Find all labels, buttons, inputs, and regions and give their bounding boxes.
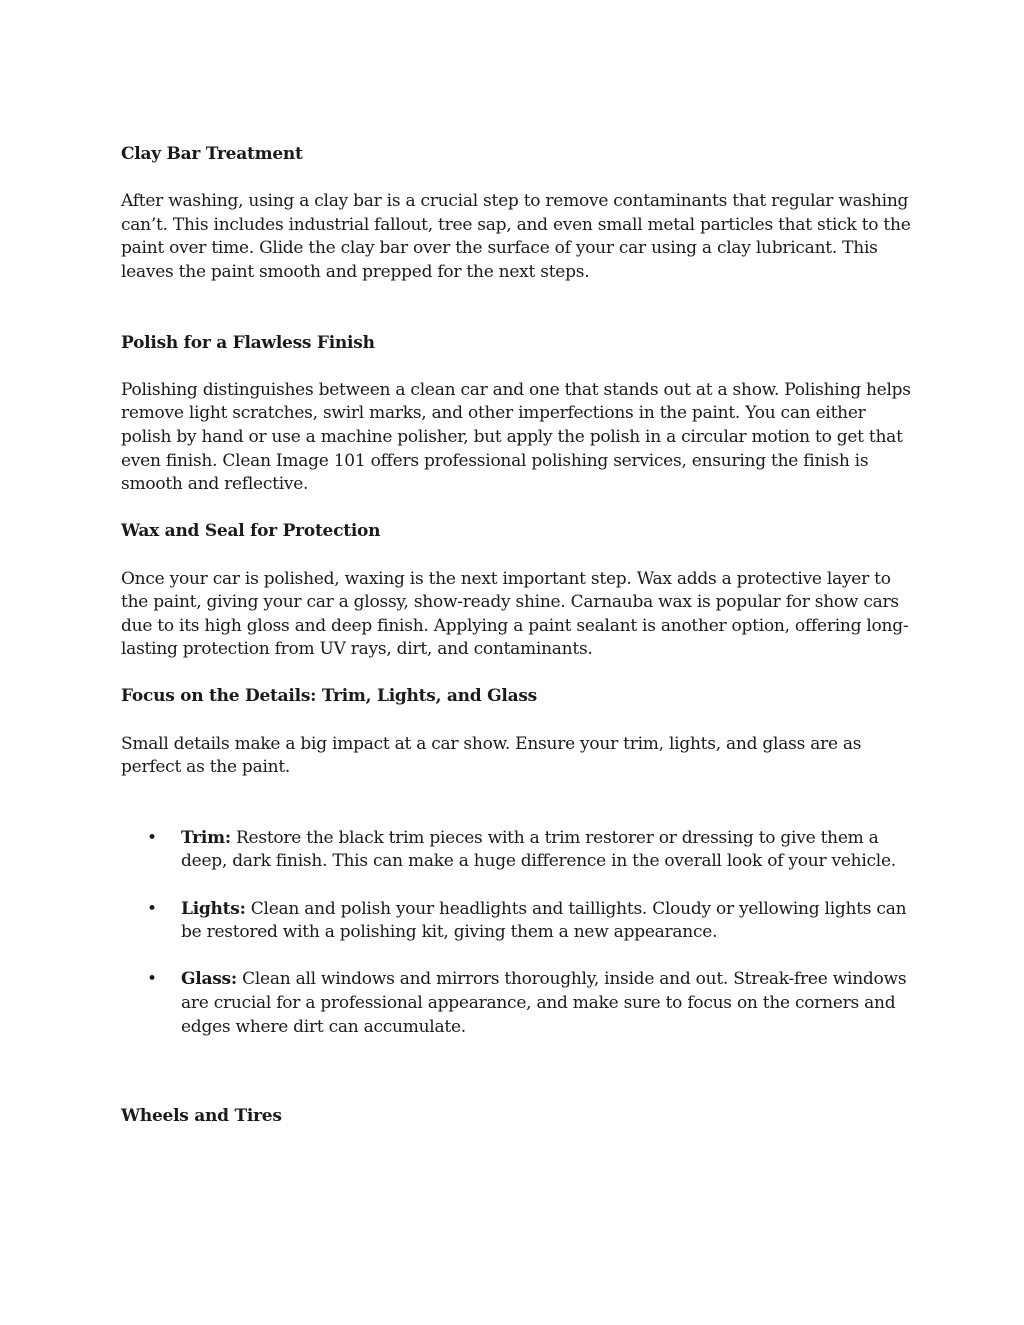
spacer	[121, 945, 911, 969]
spacer	[121, 167, 911, 191]
bullet-item-trim	[121, 827, 911, 874]
section-heading-clay-bar: Clay Bar Treatment	[121, 144, 303, 164]
section-body-details: Small details make a big impact at a car show. Ensure your trim, lights, and glass are as perfect as the paint.	[121, 733, 862, 778]
details-bullet-list	[121, 827, 911, 1039]
bullet-term: Glass:	[181, 969, 237, 990]
section-body-clay-bar: After washing, using a clay bar is a crucial step to remove contaminants that regular washing can’t. This includes industrial fallout, tree sap, and even small metal particles that stick to the paint over time. Glide the clay bar over the surface of your car using a clay lubricant. This leaves the paint smooth and prepped for the next steps.	[121, 191, 911, 282]
spacer	[121, 874, 911, 898]
spacer	[121, 497, 911, 521]
bullet-item-glass	[121, 968, 911, 1039]
spacer	[121, 285, 911, 332]
section-heading-wax: Wax and Seal for Protection	[121, 521, 381, 542]
section-heading-details: Focus on the Details: Trim, Lights, and Glass	[121, 686, 537, 707]
section-heading-polish: Polish for a Flawless Finish	[121, 332, 375, 353]
spacer	[121, 780, 911, 827]
bullet-dot-icon: •	[147, 827, 157, 848]
bullet-item-lights	[121, 898, 911, 945]
bullet-dot-icon: •	[147, 898, 157, 919]
document-page	[121, 143, 911, 1129]
spacer	[121, 662, 911, 686]
bullet-text: Restore the black trim pieces with a trim restorer or dressing to give them a deep, dark finish. This can make a huge difference in the overall look of your vehicle.	[181, 827, 896, 872]
bullet-text: Clean and polish your headlights and taillights. Cloudy or yellowing lights can be restored with a polishing kit, giving them a new appearance.	[181, 898, 907, 943]
section-heading-wheels: Wheels and Tires	[121, 1106, 282, 1127]
section-body-polish: Polishing distinguishes between a clean car and one that stands out at a show. Polishing helps remove light scratches, swirl marks, and other imperfections in the paint. You can either polish by hand or use a machine polisher, but apply the polish in a circular motion to get that even finish. Clean Image 101 offers professional polishing services, ensuring the finish is smooth and reflective.	[121, 379, 911, 495]
spacer	[121, 355, 911, 379]
spacer	[121, 1039, 911, 1105]
section-body-wax: Once your car is polished, waxing is the next important step. Wax adds a protective layer to the paint, giving your car a glossy, show-ready shine. Carnauba wax is popular for show cars due to its high gloss and deep finish. Applying a paint sealant is another option, offering long-lasting protection from UV rays, dirt, and contaminants.	[121, 568, 909, 660]
bullet-term: Trim:	[181, 827, 231, 848]
bullet-text: Clean all windows and mirrors thoroughly, inside and out. Streak-free windows are crucial for a professional appearance, and make sure to focus on the corners and edges where dirt can accumulate.	[181, 969, 907, 1037]
spacer	[121, 544, 911, 568]
bullet-dot-icon: •	[147, 969, 157, 990]
bullet-term: Lights:	[181, 898, 246, 919]
spacer	[121, 709, 911, 733]
